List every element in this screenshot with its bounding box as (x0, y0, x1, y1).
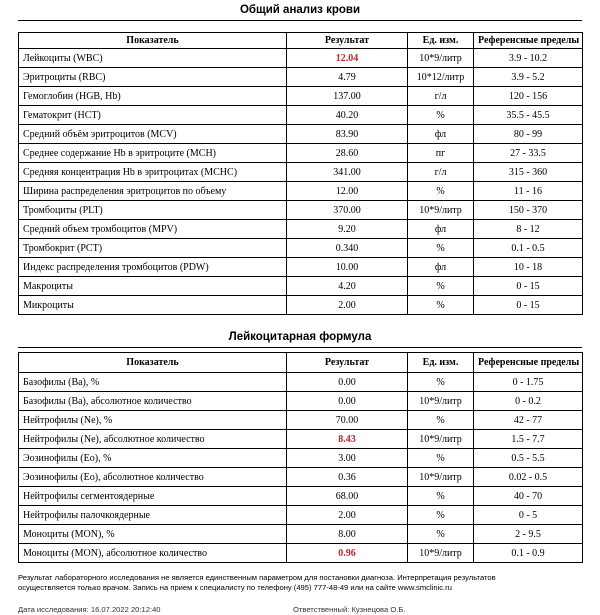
blood-analysis-table (18, 32, 583, 315)
result-value: 10.00 (287, 258, 408, 277)
reference-range: 315 - 360 (474, 163, 583, 182)
result-value: 3.00 (287, 449, 408, 468)
result-value: 2.00 (287, 296, 408, 315)
parameter-name: Моноциты (MON), абсолютное количество (19, 544, 287, 563)
result-value: 83.90 (287, 125, 408, 144)
table-row (19, 144, 583, 163)
result-value: 9.20 (287, 220, 408, 239)
table-row (19, 239, 583, 258)
reference-range: 0 - 1.75 (474, 373, 583, 392)
parameter-name: Микроциты (19, 296, 287, 315)
parameter-name: Индекс распределения тромбоцитов (PDW) (19, 258, 287, 277)
header-unit: Ед. изм. (408, 353, 474, 373)
table-row (19, 182, 583, 201)
parameter-name: Средняя концентрация Hb в эритроцитах (MCHC) (19, 163, 287, 182)
table-row (19, 277, 583, 296)
reference-range: 0.02 - 0.5 (474, 468, 583, 487)
disclaimer-line-1: Результат лабораторного исследования не является единственным параметром для постановки диагноза. Интерпретация результатов (18, 573, 496, 582)
table-row (19, 296, 583, 315)
unit: 10*9/литр (408, 544, 474, 563)
leukocyte-formula-title: Лейкоцитарная формула (228, 331, 372, 343)
reference-range: 0.1 - 0.9 (474, 544, 583, 563)
parameter-name: Нейтрофилы (Ne), % (19, 411, 287, 430)
table-header-row (19, 353, 583, 373)
reference-range: 8 - 12 (474, 220, 583, 239)
table-row (19, 373, 583, 392)
result-value: 28.60 (287, 144, 408, 163)
unit: % (408, 106, 474, 125)
table-row (19, 449, 583, 468)
parameter-name: Базофилы (Ba), % (19, 373, 287, 392)
parameter-name: Моноциты (MON), % (19, 525, 287, 544)
result-value: 137.00 (287, 87, 408, 106)
result-value: 0.340 (287, 239, 408, 258)
result-value: 4.79 (287, 68, 408, 87)
unit: % (408, 296, 474, 315)
parameter-name: Ширина распределения эритроцитов по объему (19, 182, 287, 201)
title-divider (18, 20, 582, 21)
leukocyte-formula-table (18, 352, 583, 563)
table-row (19, 411, 583, 430)
unit: % (408, 506, 474, 525)
header-parameter: Показатель (19, 353, 287, 373)
header-result: Результат (287, 353, 408, 373)
parameter-name: Эритроциты (RBC) (19, 68, 287, 87)
parameter-name: Нейтрофилы (Ne), абсолютное количество (19, 430, 287, 449)
table-row (19, 525, 583, 544)
reference-range: 11 - 16 (474, 182, 583, 201)
reference-range: 120 - 156 (474, 87, 583, 106)
result-value: 0.00 (287, 392, 408, 411)
header-result: Результат (287, 33, 408, 49)
parameter-name: Гематокрит (HCT) (19, 106, 287, 125)
result-value: 12.00 (287, 182, 408, 201)
disclaimer-line-2: осуществляется только врачом. Запись на прием к специалисту по телефону (495) 777-48-49 или на сайте www.smclinic.ru (18, 583, 452, 592)
reference-range: 0.1 - 0.5 (474, 239, 583, 258)
result-value: 370.00 (287, 201, 408, 220)
parameter-name: Нейтрофилы сегментоядерные (19, 487, 287, 506)
parameter-name: Гемоглобин (HGB, Hb) (19, 87, 287, 106)
header-reference: Референсные пределы (474, 353, 583, 373)
table-header-row (19, 33, 583, 49)
unit: % (408, 373, 474, 392)
reference-range: 10 - 18 (474, 258, 583, 277)
unit: % (408, 411, 474, 430)
reference-range: 40 - 70 (474, 487, 583, 506)
parameter-name: Эозинофилы (Eo), абсолютное количество (19, 468, 287, 487)
parameter-name: Базофилы (Ba), абсолютное количество (19, 392, 287, 411)
header-parameter: Показатель (19, 33, 287, 49)
table-row (19, 106, 583, 125)
disclaimer (18, 573, 588, 593)
unit: г/л (408, 87, 474, 106)
unit: 10*9/литр (408, 392, 474, 411)
unit: % (408, 487, 474, 506)
result-value: 0.36 (287, 468, 408, 487)
unit: % (408, 525, 474, 544)
result-value: 70.00 (287, 411, 408, 430)
parameter-name: Эозинофилы (Eo), % (19, 449, 287, 468)
parameter-name: Макроциты (19, 277, 287, 296)
responsible-person: Ответственный: Кузнецова О.Б. (293, 605, 406, 614)
unit: 10*9/литр (408, 430, 474, 449)
result-value: 341.00 (287, 163, 408, 182)
parameter-name: Нейтрофилы палочкоядерные (19, 506, 287, 525)
table-row (19, 258, 583, 277)
parameter-name: Средний объём эритроцитов (MCV) (19, 125, 287, 144)
unit: % (408, 239, 474, 258)
result-value: 40.20 (287, 106, 408, 125)
unit: 10*9/литр (408, 201, 474, 220)
header-unit: Ед. изм. (408, 33, 474, 49)
result-value: 4.20 (287, 277, 408, 296)
unit: пг (408, 144, 474, 163)
reference-range: 80 - 99 (474, 125, 583, 144)
unit: 10*9/литр (408, 49, 474, 68)
unit: г/л (408, 163, 474, 182)
reference-range: 3.9 - 5.2 (474, 68, 583, 87)
reference-range: 35.5 - 45.5 (474, 106, 583, 125)
result-value: 2.00 (287, 506, 408, 525)
unit: % (408, 449, 474, 468)
table-row (19, 487, 583, 506)
parameter-name: Тромбоциты (PLT) (19, 201, 287, 220)
table-row (19, 392, 583, 411)
table-row (19, 430, 583, 449)
study-date: Дата исследования: 16.07.2022 20:12:40 (18, 605, 161, 614)
unit: % (408, 182, 474, 201)
table-row (19, 201, 583, 220)
unit: % (408, 277, 474, 296)
reference-range: 0 - 15 (474, 277, 583, 296)
result-value: 8.00 (287, 525, 408, 544)
parameter-name: Средний объем тромбоцитов (MPV) (19, 220, 287, 239)
table-row (19, 68, 583, 87)
table-row (19, 87, 583, 106)
parameter-name: Среднее содержание Hb в эритроците (MCH) (19, 144, 287, 163)
reference-range: 27 - 33.5 (474, 144, 583, 163)
title-divider (18, 347, 582, 348)
reference-range: 0.5 - 5.5 (474, 449, 583, 468)
table-row (19, 125, 583, 144)
reference-range: 42 - 77 (474, 411, 583, 430)
reference-range: 0 - 5 (474, 506, 583, 525)
unit: 10*12/литр (408, 68, 474, 87)
table-row (19, 49, 583, 68)
reference-range: 0 - 0.2 (474, 392, 583, 411)
result-value: 0.00 (287, 373, 408, 392)
reference-range: 2 - 9.5 (474, 525, 583, 544)
blood-analysis-title: Общий анализ крови (239, 4, 361, 16)
reference-range: 3.9 - 10.2 (474, 49, 583, 68)
unit: 10*9/литр (408, 468, 474, 487)
result-value: 12.04 (287, 49, 408, 68)
table-row (19, 544, 583, 563)
reference-range: 1.5 - 7.7 (474, 430, 583, 449)
unit: фл (408, 125, 474, 144)
table-row (19, 506, 583, 525)
reference-range: 150 - 370 (474, 201, 583, 220)
parameter-name: Лейкоциты (WBC) (19, 49, 287, 68)
table-row (19, 220, 583, 239)
unit: фл (408, 220, 474, 239)
table-row (19, 468, 583, 487)
result-value: 0.96 (287, 544, 408, 563)
bottom-info (18, 601, 588, 615)
parameter-name: Тромбокрит (PCT) (19, 239, 287, 258)
result-value: 8.43 (287, 430, 408, 449)
header-reference: Референсные пределы (474, 33, 583, 49)
reference-range: 0 - 15 (474, 296, 583, 315)
unit: фл (408, 258, 474, 277)
table-row (19, 163, 583, 182)
result-value: 68.00 (287, 487, 408, 506)
